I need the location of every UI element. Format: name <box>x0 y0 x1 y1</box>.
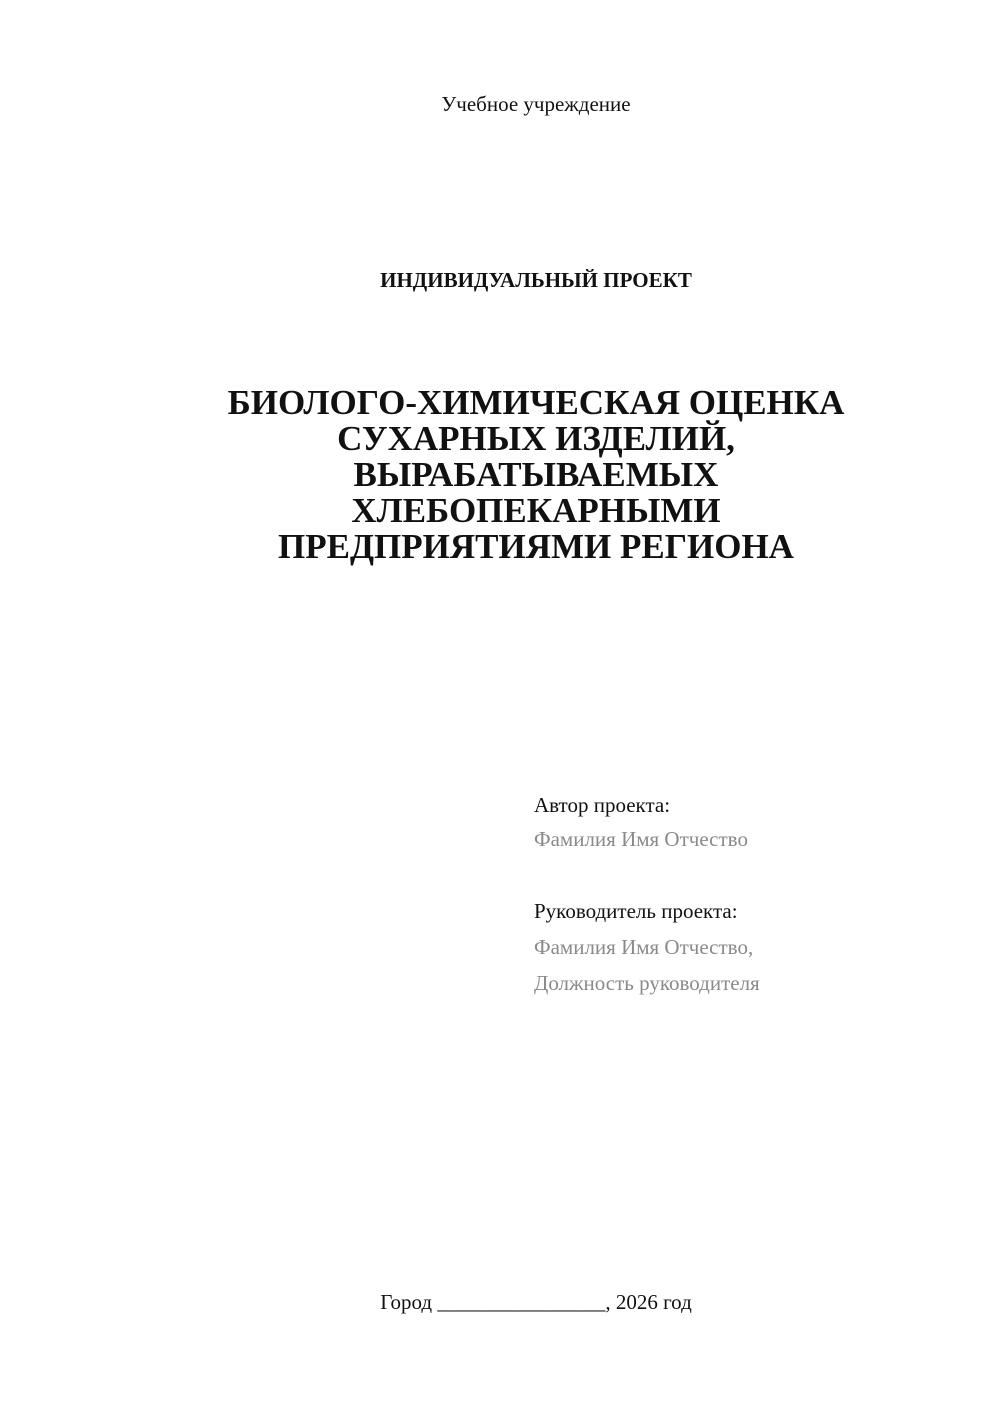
project-title-line: ХЛЕБОПЕКАРНЫМИ <box>351 491 721 530</box>
author-block <box>534 788 974 856</box>
project-title-line: ВЫРАБАТЫВАЕМЫХ <box>353 455 719 494</box>
project-type-heading: ИНДИВИДУАЛЬНЫЙ ПРОЕКТ <box>380 268 692 292</box>
supervisor-position-placeholder: Должность руководителя <box>534 971 760 995</box>
city-year-line: Город ________________, 2026 год <box>380 1290 692 1314</box>
supervisor-name-placeholder: Фамилия Имя Отчество, <box>534 935 754 959</box>
project-title <box>170 385 902 565</box>
author-label: Автор проекта: <box>534 793 671 817</box>
project-title-line: СУХАРНЫХ ИЗДЕЛИЙ, <box>337 419 735 458</box>
supervisor-block <box>534 893 974 1001</box>
institution-name: Учебное учреждение <box>441 92 631 116</box>
author-name-placeholder: Фамилия Имя Отчество <box>534 827 748 851</box>
project-title-line: БИОЛОГО-ХИМИЧЕСКАЯ ОЦЕНКА <box>227 383 845 422</box>
supervisor-label: Руководитель проекта: <box>534 899 738 923</box>
project-title-line: ПРЕДПРИЯТИЯМИ РЕГИОНА <box>278 527 794 566</box>
